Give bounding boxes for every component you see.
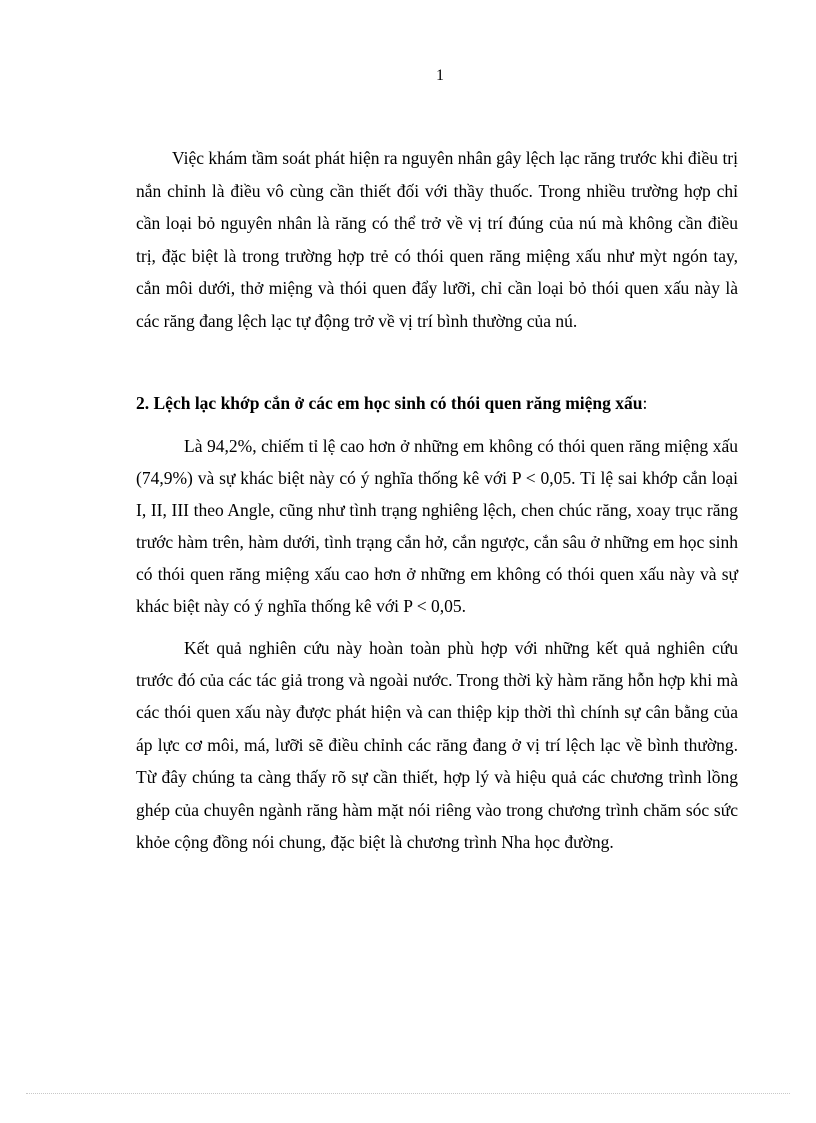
section-heading (136, 390, 738, 416)
paragraph-findings: Là 94,2%, chiếm tỉ lệ cao hơn ở những em không có thói quen răng miệng xấu (74,9%) và sự khác biệt này có ý nghĩa thống kê với P < 0,05. Tỉ lệ sai khớp cắn loại I, II, III theo Angle, cũng như tình trạng nghiêng lệch, chen chúc răng, xoay trục răng trước hàm trên, hàm dưới, tình trạng cắn hở, cắn ngược, cắn sâu ở những em học sinh có thói quen răng miệng xấu cao hơn ở những em không có thói quen xấu này và sự khác biệt này có ý nghĩa thống kê với P < 0,05. (136, 435, 738, 616)
document-body (136, 142, 738, 858)
paragraph-intro: Việc khám tầm soát phát hiện ra nguyên nhân gây lệch lạc răng trước khi điều trị nắn chỉnh là điều vô cùng cần thiết đối với thầy thuốc. Trong nhiều trường hợp chỉ cần loại bỏ nguyên nhân là răng có thể trở về vị trí đúng của nú mà không cần điều trị, đặc biệt là trong trường hợp trẻ có thói quen răng miệng xấu như mỳt ngón tay, cắn môi dưới, thở miệng và thói quen đẩy lưỡi, chỉ cần loại bỏ thói quen xấu này là các răng đang lệch lạc tự động trở về vị trí bình thường của nú. (136, 148, 738, 331)
paragraph-discussion: Kết quả nghiên cứu này hoàn toàn phù hợp với những kết quả nghiên cứu trước đó của các tác giả trong và ngoài nước. Trong thời kỳ hàm răng hỗn hợp khi mà các thói quen xấu này được phát hiện và can thiệp kịp thời thì chính sự cân bằng của áp lực cơ môi, má, lưỡi sẽ điều chỉnh các răng đang ở vị trí lệch lạc về bình thường. Từ đây chúng ta càng thấy rõ sự cần thiết, hợp lý và hiệu quả các chương trình lồng ghép của chuyên ngành răng hàm mặt nói riêng vào trong chương trình chăm sóc sức khỏe cộng đồng nói chung, đặc biệt là chương trình Nha học đường. (136, 637, 738, 852)
page-number: 1 (436, 67, 444, 84)
section-heading-colon: : (642, 392, 648, 413)
page-bottom-divider (26, 1093, 790, 1094)
section-heading-text: 2. Lệch lạc khớp cắn ở các em học sinh có thói quen răng miệng xấu (136, 392, 643, 413)
